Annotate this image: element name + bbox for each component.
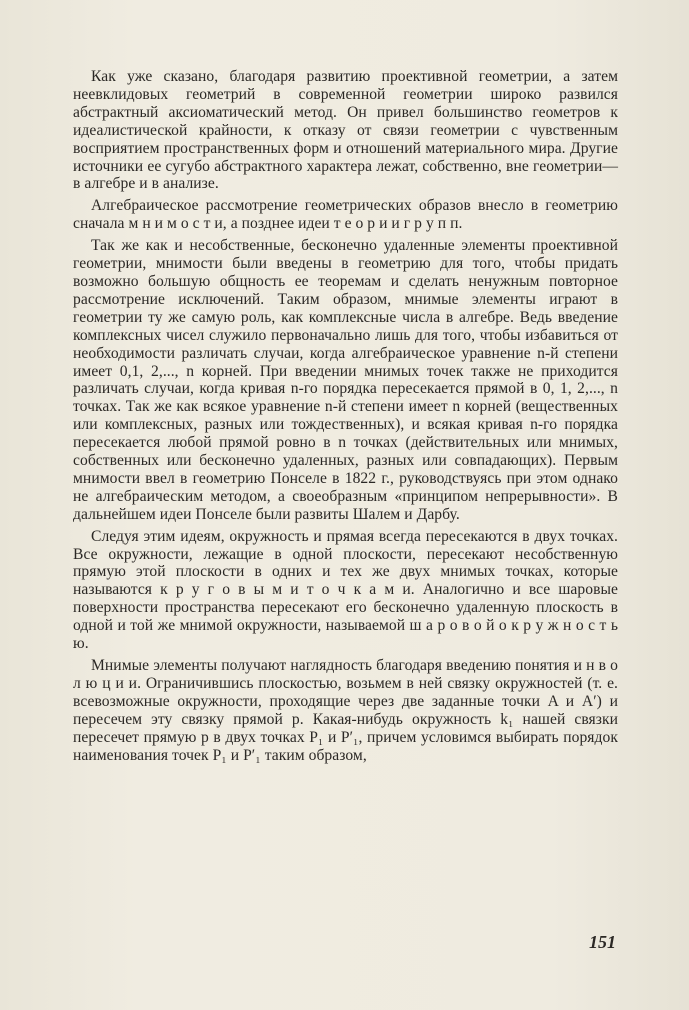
paragraph-3: Так же как и несобственные, бесконечно удаленные элементы проективной геометрии, мнимости были введены в геометрию для того, чтобы придать возможно большую общность ее теоремам и сделать ненужным повторное рассмотрение исключений. Таким образом, мнимые элементы играют в геометрии ту же самую роль, как комплексные числа в алгебре. Ведь введение комплексных чисел служило первоначально лишь для того, чтобы избавиться от необходимости различать случаи, когда алгебраическое уравнение n-й степени имеет 0,1, 2,..., n корней. При введении мнимых точек также не приходится различать случаи, когда кривая n-го порядка пересекается прямой в 0, 1, 2,..., n точках. Так же как всякое уравнение n-й степени имеет n корней (вещественных или комплексных, разных или тождественных), и всякая кривая n-го порядка пересекается любой прямой ровно в n точках (действительных или мнимых, собственных или бесконечно удаленных, разных или совпадающих). Первым мнимости ввел в геометрию Понселе в 1822 г., руководствуясь при этом однако не алгебраическим методом, а своеобразным «принципом непрерывности». В дальнейшем идеи Понселе были развиты Шалем и Дарбу. bbox=[73, 237, 618, 523]
paragraph-1: Как уже сказано, благодаря развитию проективной геометрии, а затем неевклидовых геометрий в современной геометрии широко развился абстрактный аксиоматический метод. Он привел большинство геометров к идеалистической крайности, к отказу от связи геометрии с чувственным восприятием пространственных форм и отношений материального мира. Другие источники ее сугубо абстрактного характера лежат, собственно, вне геометрии—в алгебре и в анализе. bbox=[73, 68, 618, 193]
paragraph-4: Следуя этим идеям, окружность и прямая всегда пересекаются в двух точках. Все окружности, лежащие в одной плоскости, пересекают несобственную прямую этой плоскости в одних и тех же двух мнимых точках, которые называются к р у г о в ы м и т о ч к а м и. Аналогично и все шаровые поверхности пространства пересекают его бесконечно удаленную плоскость в одной и той же мнимой окружности, называемой ш а р о в о й о к р у ж н о с т ь ю. bbox=[73, 527, 618, 653]
paragraph-2: Алгебраическое рассмотрение геометрических образов внесло в геометрию сначала м н и м о с т и, а позднее идеи т е о р и и г р у п п. bbox=[73, 197, 618, 233]
paragraph-5: Мнимые элементы получают наглядность благодаря введению понятия и н в о л ю ц и и. Ограничившись плоскостью, возьмем в ней связку окружностей (т. е. всевозможные окружности, проходящие через две заданные точки A и A′) и пересечем эту связку прямой p. Какая-нибудь окружность k₁ нашей связки пересечет прямую p в двух точках P₁ и P′₁, причем условимся выбирать порядок наименования точек P₁ и P′₁ таким образом, bbox=[73, 657, 618, 764]
page-number: 151 bbox=[589, 932, 616, 952]
body-text bbox=[73, 68, 618, 768]
